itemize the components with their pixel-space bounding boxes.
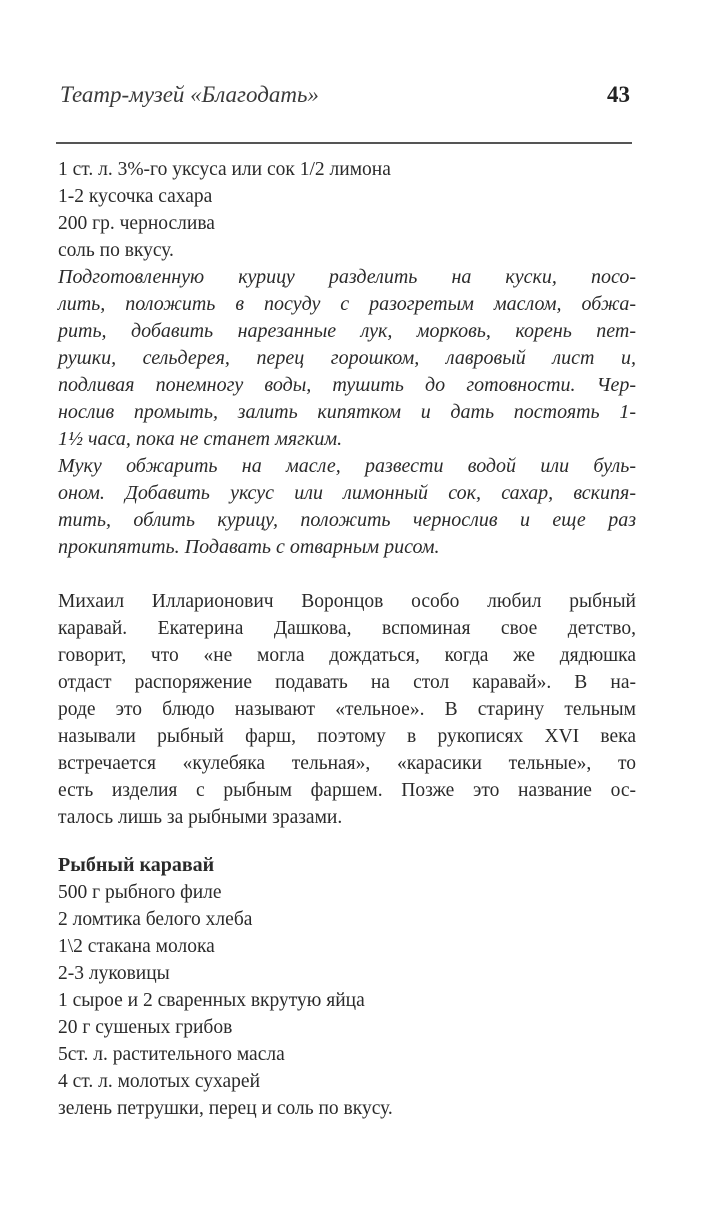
- recipe-ingredient: 4 ст. л. молотых сухарей: [58, 1071, 261, 1092]
- story-line: талось лишь за рыбными зразами.: [58, 807, 343, 828]
- instruction-line: 1½ часа, пока не станет мягким.: [58, 428, 343, 450]
- instruction-line: подливая понемногу воды, тушить до готовности. Чер-: [58, 374, 636, 396]
- ingredient-line: 1-2 кусочка сахара: [58, 186, 213, 207]
- ingredient-line: 200 гр. чернослива: [58, 213, 215, 234]
- story-line: Михаил Илларионович Воронцов особо любил рыбный: [58, 591, 636, 612]
- instruction-line: рить, добавить нарезанные лук, морковь, корень пет-: [58, 320, 636, 342]
- instruction-line: оном. Добавить уксус или лимонный сок, сахар, вскипя-: [58, 482, 636, 504]
- instruction-line: Подготовленную курицу разделить на куски, посо-: [58, 266, 636, 288]
- instruction-line: рушки, сельдерея, перец горошком, лавровый лист и,: [58, 347, 636, 369]
- page-header: [60, 82, 632, 118]
- ingredient-line: соль по вкусу.: [58, 240, 174, 261]
- instructions-paragraph-1: [58, 264, 636, 453]
- recipe-ingredient: 1 сырое и 2 сваренных вкрутую яйца: [58, 990, 365, 1011]
- instruction-line: тить, облить курицу, положить чернослив и еще раз: [58, 509, 636, 531]
- recipe-ingredient: зелень петрушки, перец и соль по вкусу.: [58, 1098, 393, 1119]
- instruction-line: прокипятить. Подавать с отварным рисом.: [58, 536, 440, 558]
- story-line: встречается «кулебяка тельная», «карасики тельные», то: [58, 753, 636, 774]
- instruction-line: Муку обжарить на масле, развести водой или буль-: [58, 455, 636, 477]
- page-number: 43: [607, 82, 630, 107]
- recipe-ingredient: 1\2 стакана молока: [58, 936, 215, 957]
- ingredient-line: 1 ст. л. 3%-го уксуса или сок 1/2 лимона: [58, 159, 391, 180]
- recipe-title: Рыбный каравай: [58, 854, 215, 876]
- recipe-ingredient: 20 г сушеных грибов: [58, 1017, 233, 1038]
- story-paragraph: [58, 588, 636, 831]
- story-line: каравай. Екатерина Дашкова, вспоминая свое детство,: [58, 618, 636, 639]
- instruction-line: нослив промыть, залить кипятком и дать постоять 1-: [58, 401, 636, 423]
- story-line: есть изделия с рыбным фаршем. Позже это название ос-: [58, 780, 636, 801]
- recipe-ingredient: 2-3 луковицы: [58, 963, 170, 984]
- recipe-ingredient: 500 г рыбного филе: [58, 882, 222, 903]
- story-line: говорит, что «не могла дождаться, когда же дядюшка: [58, 645, 636, 666]
- ingredient-list-top: [58, 156, 636, 264]
- header-rule: [56, 142, 632, 144]
- instruction-line: лить, положить в посуду с разогретым маслом, обжа-: [58, 293, 636, 315]
- recipe-ingredient: 2 ломтика белого хлеба: [58, 909, 253, 930]
- recipe-ingredient: 5ст. л. растительного масла: [58, 1044, 285, 1065]
- recipe-section: [58, 852, 636, 1122]
- story-line: роде это блюдо называют «тельное». В старину тельным: [58, 699, 636, 720]
- story-line: отдаст распоряжение подавать на стол каравай». В на-: [58, 672, 636, 693]
- running-title: Театр-музей «Благодать»: [60, 82, 319, 107]
- story-line: называли рыбный фарш, поэтому в рукописях XVI века: [58, 726, 636, 747]
- instructions-paragraph-2: [58, 453, 636, 561]
